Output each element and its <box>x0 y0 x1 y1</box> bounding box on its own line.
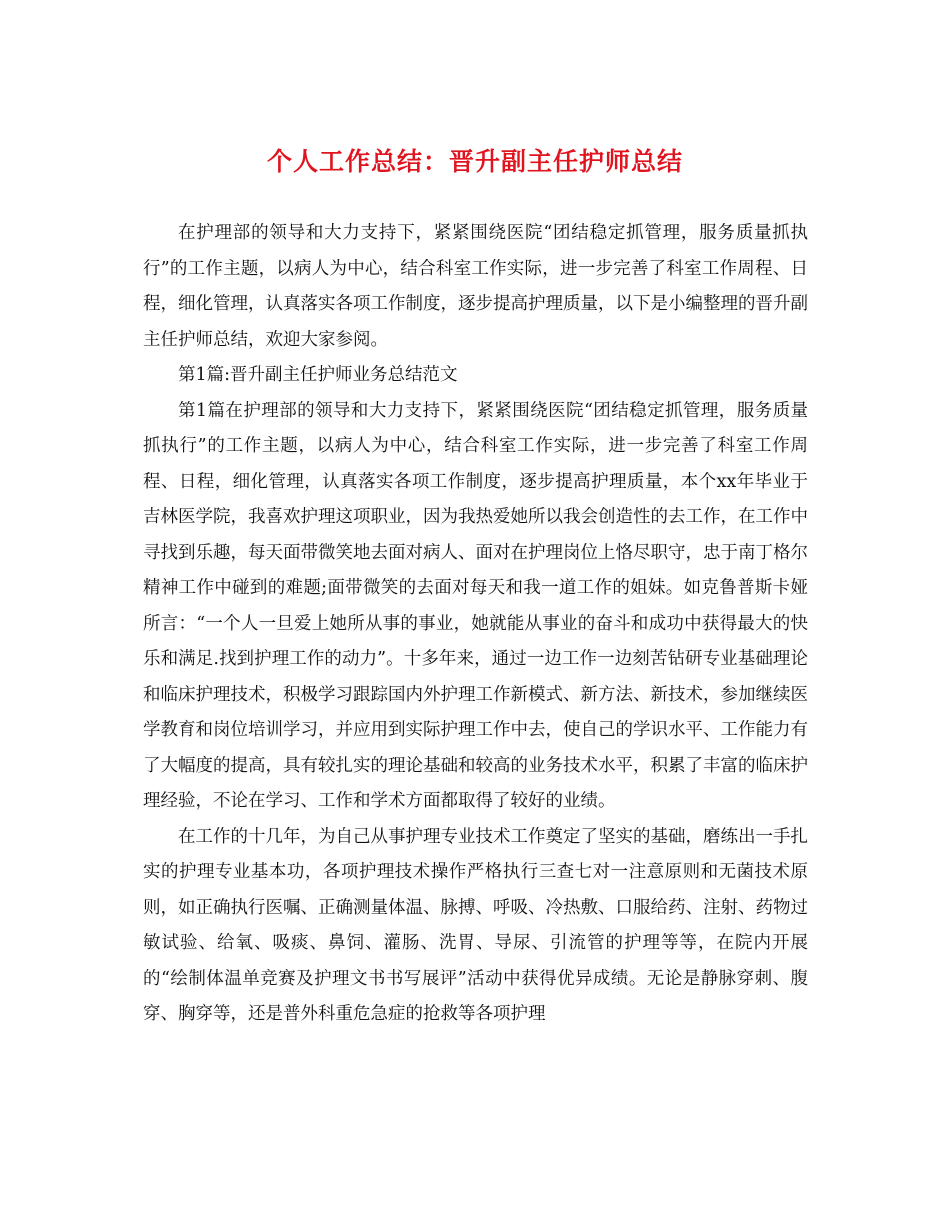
intro-paragraph: 在护理部的领导和大力支持下，紧紧围绕医院“团结稳定抓管理，服务质量抓执行”的工作主题，以病人为中心，结合科室工作实际，进一步完善了科室工作周程、日程，细化管理，认真落实各项工作制度，逐步提高护理质量，以下是小编整理的晋升副主任护师总结，欢迎大家参阅。 <box>143 223 808 350</box>
body-paragraph: 在工作的十几年，为自己从事护理专业技术工作奠定了坚实的基础，磨练出一手扎实的护理专业基本功，各项护理技术操作严格执行三查七对一注意原则和无菌技术原则，如正确执行医嘱、正确测量体温、脉搏、呼吸、冷热敷、口服给药、注射、药物过敏试验、给氧、吸痰、鼻饲、灌肠、洗胃、导尿、引流管的护理等等，在院内开展的“绘制体温单竞赛及护理文书书写展评”活动中获得优异成绩。无论是静脉穿刺、腹穿、胸穿等，还是普外科重危急症的抢救等各项护理 <box>143 826 808 1024</box>
document-title: 个人工作总结：晋升副主任护师总结 <box>266 147 683 176</box>
section-heading: 第1篇:晋升副主任护师业务总结范文 <box>178 365 458 385</box>
document-body <box>143 216 808 1033</box>
body-paragraph: 第1篇在护理部的领导和大力支持下，紧紧围绕医院“团结稳定抓管理，服务质量抓执行”的工作主题，以病人为中心，结合科室工作实际，进一步完善了科室工作周程、日程，细化管理，认真落实各项工作制度，逐步提高护理质量，本个xx年毕业于吉林医学院，我喜欢护理这项职业，因为我热爱她所以我会创造性的去工作，在工作中寻找到乐趣，每天面带微笑地去面对病人、面对在护理岗位上恪尽职守，忠于南丁格尔精神工作中碰到的难题;面带微笑的去面对每天和我一道工作的姐妹。如克鲁普斯卡娅所言：“一个人一旦爱上她所从事的事业，她就能从事业的奋斗和成功中获得最大的快乐和满足.找到护理工作的动力”。十多年来，通过一边工作一边刻苦钻研专业基础理论和临床护理技术，积极学习跟踪国内外护理工作新模式、新方法、新技术，参加继续医学教育和岗位培训学习，并应用到实际护理工作中去，使自己的学识水平、工作能力有了大幅度的提高，具有较扎实的理论基础和较高的业务技术水平，积累了丰富的临床护理经验，不论在学习、工作和学术方面都取得了较好的业绩。 <box>143 400 808 811</box>
